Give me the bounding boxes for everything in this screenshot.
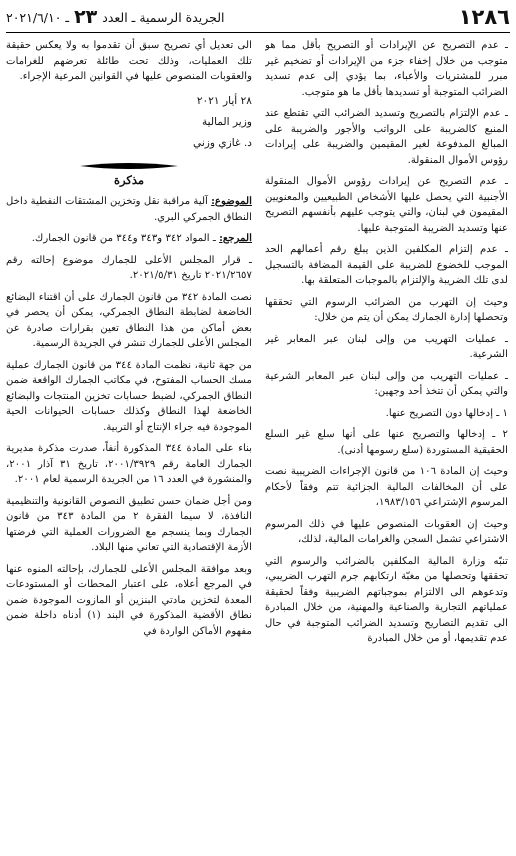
journal-name: الجريدة الرسمية ـ العدد bbox=[102, 9, 225, 25]
intro-paragraph: الى تعديل أي تصريح سبق أن تقدموا به ولا يعكس حقيقة تلك العمليات، وذلك تحت طائلة تعرضهم للغرامات والعقوبات المنصوص عليها في القوانين المرعية الإجراء. bbox=[6, 40, 252, 82]
paragraph: ـ عدم التصريح عن الإيرادات أو التصريح بأقل مما هو متوجب من خلال إخفاء جزء من الإيرادات أو تضخيم غير مبرر للمشتريات والأعباء، بما يؤدي إلى عدم تسديد الضرائب المتوجبة أو تسديدها بأقل ما هو متوجب. bbox=[265, 40, 508, 98]
subject-text: آلية مراقبة نقل وتخزين المشتقات النفطية داخل النطاق الجمركي البري. bbox=[6, 196, 252, 223]
paragraph: وحيث إن العقوبات المنصوص عليها في ذلك المرسوم الاشتراعي تشمل السجن والغرامات المالية، لذلك، bbox=[265, 518, 508, 545]
signature-title: وزير المالية bbox=[201, 115, 252, 128]
issue-number: ٢٣ bbox=[74, 6, 98, 28]
paragraph: ومن أجل ضمان حسن تطبيق النصوص القانونية والتنظيمية النافذة، لا سيما الفقرة ٢ من المادة ٣٤٣ من قانون الجمارك وبما ينسجم مع الضرورات العملية التي فرضتها الأزمة الإقتصادية التي تعاني منها البلاد. bbox=[6, 495, 252, 553]
section-ornament bbox=[80, 161, 178, 171]
memo-title: مذكرة bbox=[113, 172, 145, 187]
memo-subject bbox=[6, 194, 252, 225]
paragraph: ـ عدم الإلتزام بالتصريح وتسديد الضرائب التي تقتطع عند المنبع كالضريبة على الرواتب والأجور والضريبة على المبالغ المدفوعة لغير المقيمين والضريبة على إيرادات رؤوس الأموال المنقولة. bbox=[265, 108, 508, 166]
journal-masthead bbox=[6, 6, 224, 28]
issue-date: ـ ٢٠٢١/٦/١٠ bbox=[6, 9, 70, 25]
paragraph: نصت المادة ٣٤٢ من قانون الجمارك على أن اقتناء البضائع الخاضعة لضابطة النطاق الجمركي، يمكن أن يحصر في بعض أماكن من هذا النطاق تعين بقرارات صادرة عن المجلس الأعلى للجمارك تنشر في الجريدة الرسمية. bbox=[6, 291, 252, 349]
signature-date: ٢٨ أيار ٢٠٢١ bbox=[196, 94, 252, 107]
reference-label: المرجع: bbox=[219, 232, 252, 244]
paragraph: بناء على المادة ٣٤٤ المذكورة أنفاً، صدرت مذكرة مديرية الجمارك العامة رقم ٢٠٠١/٣٩٢٩، تاريخ ٣١ آذار ٢٠٠١، والمنشورة في العدد ١٦ من الجريدة الرسمية لعام ٢٠٠١. bbox=[6, 443, 252, 485]
signature-name: د. غازي وزني bbox=[192, 136, 252, 149]
paragraph: من جهة ثانية، نظمت المادة ٣٤٤ من قانون الجمارك عملية مسك الحساب المفتوح، في مكاتب الجمارك الواقعة ضمن النطاق الجمركي، لضبط حسابات تخزين المنتجات والبضائع الخاضعة لهذا النطاق وكذلك حسابات الحيوانات الحية الموجودة فيه جراء الإنتاج أو التربية. bbox=[6, 359, 252, 433]
page-header bbox=[6, 4, 510, 30]
paragraph: ـ عمليات التهريب من وإلى لبنان عبر المعابر غير الشرعية. bbox=[265, 333, 508, 360]
paragraph: وحيث إن المادة ١٠٦ من قانون الإجراءات الضريبية نصت على أن المخالفات المالية الجزائية تتم وفقاً لأحكام المرسوم الإشتراعي ١٩٨٣/١٥٦، bbox=[265, 466, 508, 508]
header-rule bbox=[6, 32, 510, 33]
paragraph: وحيث إن التهرب من الضرائب الرسوم التي تحققها وتحصلها إدارة الجمارك يمكن أن يتم من خلال: bbox=[265, 296, 508, 323]
reference-text: ـ المواد ٣٤٢ و٣٤٣ و٣٤٤ من قانون الجمارك. bbox=[31, 233, 216, 244]
paragraph: ـ عمليات التهريب من وإلى لبنان عبر المعابر الشرعية والتي يمكن أن تتخذ أحد وجهين: bbox=[265, 370, 508, 397]
paragraph: ٢ ـ إدخالها والتصريح عنها على أنها سلع غير السلع الحقيقية المستوردة (سلع رسومها أدنى). bbox=[265, 429, 508, 456]
paragraph: وبعد موافقة المجلس الأعلى للجمارك، بإحالته المنوه عنها في المرجع أعلاه، على اعتبار المحطات أو المستودعات المعدة لتخزين مادتي البنزين أو المازوت الموجودة ضمن نطاق الأقضية المذكورة في البند (١) أدناه داخلة ضمن مفهوم الأماكن الواردة في bbox=[6, 563, 252, 637]
page-number: ١٢٨٦ bbox=[458, 5, 510, 29]
paragraph: ـ عدم إلتزام المكلفين الذين يبلغ رقم أعمالهم الحد الموجب للخضوع للضريبة على القيمة المضافة بالتسجيل لدى تلك الضريبة والإلتزام بالموجبات المتعلقة بها. bbox=[265, 244, 508, 286]
memo-reference bbox=[6, 231, 252, 247]
right-column bbox=[265, 38, 508, 856]
paragraph: ١ ـ إدخالها دون التصريح عنها. bbox=[385, 407, 508, 419]
subject-label: الموضوع: bbox=[211, 195, 252, 207]
paragraph: ـ عدم التصريح عن إيرادات رؤوس الأموال المنقولة الأجنبية التي يحصل عليها الأشخاص الطبيعيين والمعنويين المقيمون في لبنان، والتي يتوجب عليهم بأنفسهم التصريح عنها وتسديد الضريبة المتوجبة عليها. bbox=[265, 176, 508, 234]
paragraph: تنبّه وزارة المالية المكلفين بالضرائب والرسوم التي تحققها وتحصلها من مغبّة ارتكابهم جرم التهرب الضريبي، وتدعوهم الى الالتزام بموجباتهم الضريبية وفقاً لحقيقة عملياتهم التجارية والصناعية والمهنية، من خلال المبادرة الى تقديم التصاريح وتسديد الضرائب المتوجبة في حال عدم تقديمها، أو من خلال المبادرة bbox=[265, 555, 508, 644]
signature-block bbox=[6, 91, 252, 153]
paragraph: ـ قرار المجلس الأعلى للجمارك موضوع إحالته رقم ٢٠٢١/٢٦٥٧ تاريخ ٢٠٢١/٥/٣١. bbox=[6, 254, 252, 281]
left-column bbox=[6, 38, 252, 856]
